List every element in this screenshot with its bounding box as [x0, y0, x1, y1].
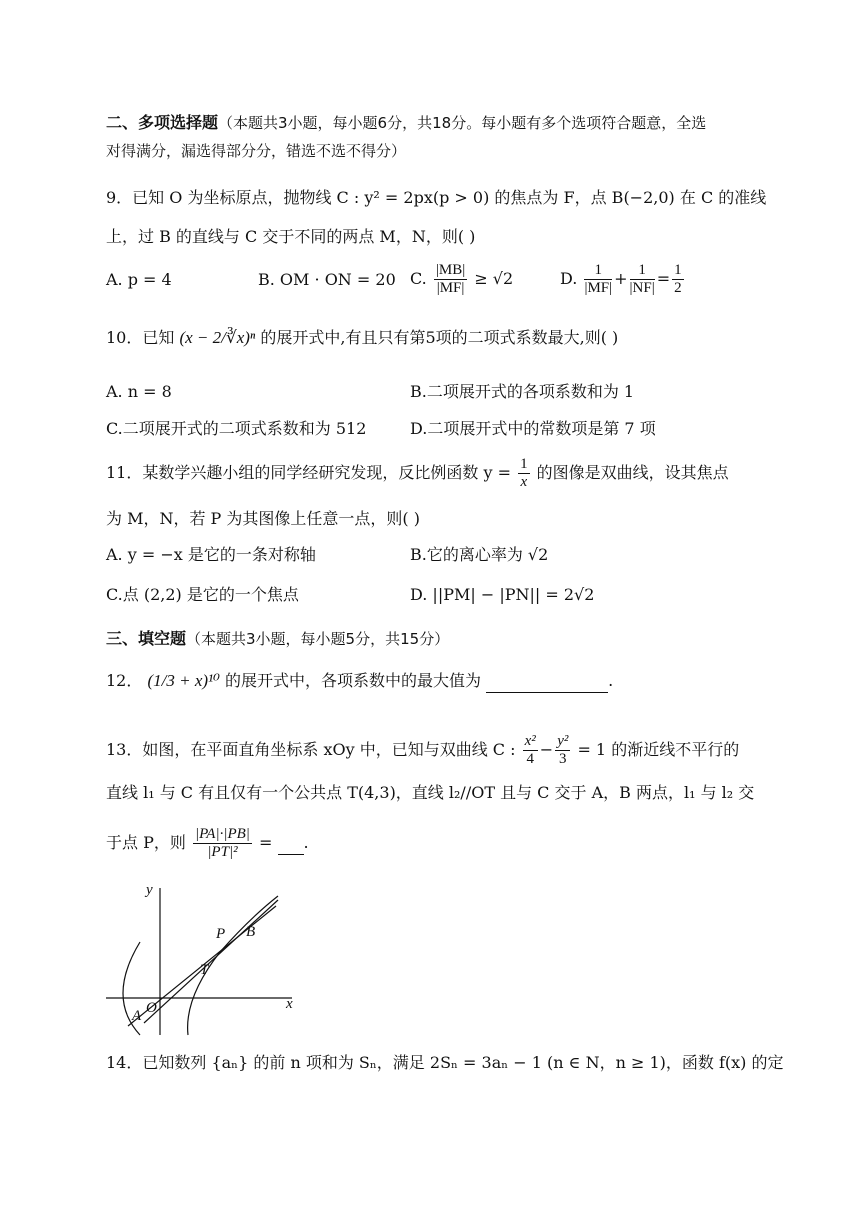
q13-frac-y [555, 733, 570, 768]
q9-d-frac2 [630, 262, 655, 297]
hyperbola-figure [100, 880, 310, 1040]
section2-note: （本题共3小题，每小题6分，共18分。每小题有多个选项符合题意，全选 [218, 114, 707, 132]
q11-option-b: B.它的离心率为 √2 [410, 545, 549, 564]
q13-equals: = [259, 833, 273, 852]
q13-f3-num: |PA|·|PB| [194, 826, 250, 842]
q11-prefix: 11．某数学兴趣小组的同学经研究发现，反比例函数 y = [106, 463, 511, 482]
q13-line3-prefix: 于点 P，则 [106, 833, 186, 852]
point-a-label: A [132, 1008, 142, 1024]
q9-option-b: B. OM · ON = 20 [258, 270, 396, 289]
q11-frac-den: x [520, 474, 528, 490]
q11-suffix: 的图像是双曲线，设其焦点 [536, 463, 729, 482]
q10-option-d: D.二项展开式中的常数项是第 7 项 [410, 419, 656, 438]
q9-d-prefix: D. [560, 269, 578, 288]
q10-suffix: 的展开式中,有且只有第5项的二项式系数最大,则( ) [260, 328, 619, 347]
q9-line1: 9．已知 O 为坐标原点，抛物线 C : y² = 2px(p > 0) 的焦点为 F，点 B(−2,0) 在 C 的准线 [106, 188, 767, 207]
q11-fraction [518, 456, 530, 491]
origin-label: O [146, 1000, 157, 1016]
q12-suffix: 的展开式中，各项系数中的最大值为 [225, 671, 482, 690]
section2-note-2: 对得满分，漏选得部分分，错选不选不得分） [106, 142, 407, 160]
q11-option-c: C.点 (2,2) 是它的一个焦点 [106, 585, 299, 604]
q12-answer-blank[interactable] [486, 670, 608, 693]
section3-heading: 三、填空题 [106, 629, 187, 648]
q9-c-suffix: ≥ √2 [474, 269, 514, 288]
section3-note: （本题共3小题，每小题5分，共15分） [186, 630, 450, 648]
line-l1 [144, 900, 278, 1023]
q13-line1: 13．如图，在平面直角坐标系 xOy 中，已知与双曲线 C : $\frac{\text{x²}}{4}$ − $\frac{\text{y²}}{3}$ = 1 的渐近线不平行的 [106, 733, 740, 767]
q9-option-c [410, 262, 513, 297]
q12-stem [106, 670, 613, 693]
q13-f1-den: 4 [526, 751, 534, 767]
q10-stem [106, 327, 618, 349]
y-axis-label: y [146, 882, 153, 898]
q9-d-d2: |NF| [629, 280, 655, 296]
q9-c-num: |MB| [435, 262, 466, 278]
point-b-label: B [246, 924, 256, 940]
q13-ratio-fraction [193, 826, 252, 861]
q9-option-a: A. p = 4 [106, 270, 172, 289]
q10-option-b: B.二项展开式的各项系数和为 1 [410, 382, 635, 401]
point-t-label: T [200, 962, 209, 978]
q12-expression: (1/3 + x)¹⁰ [147, 671, 220, 690]
q9-d-d3: 2 [674, 280, 682, 296]
q10-option-a: A. n = 8 [106, 382, 172, 401]
q11-frac-num: 1 [520, 456, 528, 472]
point-p-label: P [216, 926, 226, 942]
q9-d-frac3 [672, 262, 684, 297]
section3-header [106, 628, 449, 650]
q13-f3-den: |PT|² [207, 844, 238, 860]
x-axis-label: x [286, 996, 293, 1012]
q9-d-frac1 [584, 262, 612, 297]
q13-answer-blank[interactable] [278, 832, 304, 855]
q12-end: . [608, 671, 614, 690]
q9-d-n2: 1 [630, 262, 655, 280]
q11-line2: 为 M，N，若 P 为其图像上任意一点，则( ) [106, 509, 420, 528]
q13-f2-num: y² [557, 733, 569, 749]
section2-header [106, 112, 706, 134]
q12-prefix: 12． [106, 671, 143, 690]
q9-d-n1: 1 [584, 262, 612, 280]
q13-end: . [303, 833, 309, 852]
q9-d-d1: |MF| [584, 280, 613, 296]
q11-line1 [106, 456, 729, 491]
q13-line1-suffix: = 1 的渐近线不平行的 [577, 740, 740, 759]
q9-c-prefix: C. [410, 269, 427, 288]
q13-frac-x [523, 733, 538, 768]
q10-option-c: C.二项展开式的二项式系数和为 512 [106, 419, 367, 438]
q13-f2-den: 3 [559, 751, 567, 767]
q9-d-n3: 1 [674, 262, 682, 278]
q9-c-fraction [434, 262, 467, 297]
q13-line2: 直线 l₁ 与 C 有且仅有一个公共点 T(4,3)，直线 l₂//OT 且与 C 交于 A，B 两点，l₁ 与 l₂ 交 [106, 783, 755, 802]
q11-option-d: D. ||PM| − |PN|| = 2√2 [410, 585, 595, 604]
q14-line1: 14．已知数列 {aₙ} 的前 n 项和为 Sₙ，满足 2Sₙ = 3aₙ − 1 (n ∈ N，n ≥ 1)，函数 f(x) 的定 [106, 1053, 784, 1072]
q10-prefix: 10．已知 [106, 328, 175, 347]
section2-heading: 二、多项选择题 [106, 113, 219, 132]
q13-prefix: 13．如图，在平面直角坐标系 xOy 中，已知与双曲线 C : [106, 740, 516, 759]
q10-expression: (x − 2/∛x)ⁿ [179, 328, 256, 347]
q9-option-d: D. $\frac{1}{|MF|}$ + $\frac{1}{|NF|}$ = $\frac{1}{2}$ [560, 262, 682, 296]
q13-f1-num: x² [524, 733, 536, 749]
q9-c-den: |MF| [436, 280, 465, 296]
q13-line3 [106, 826, 309, 861]
q9-line2: 上，过 B 的直线与 C 交于不同的两点 M，N，则( ) [106, 227, 476, 246]
q11-option-a: A. y = −x 是它的一条对称轴 [106, 545, 316, 564]
